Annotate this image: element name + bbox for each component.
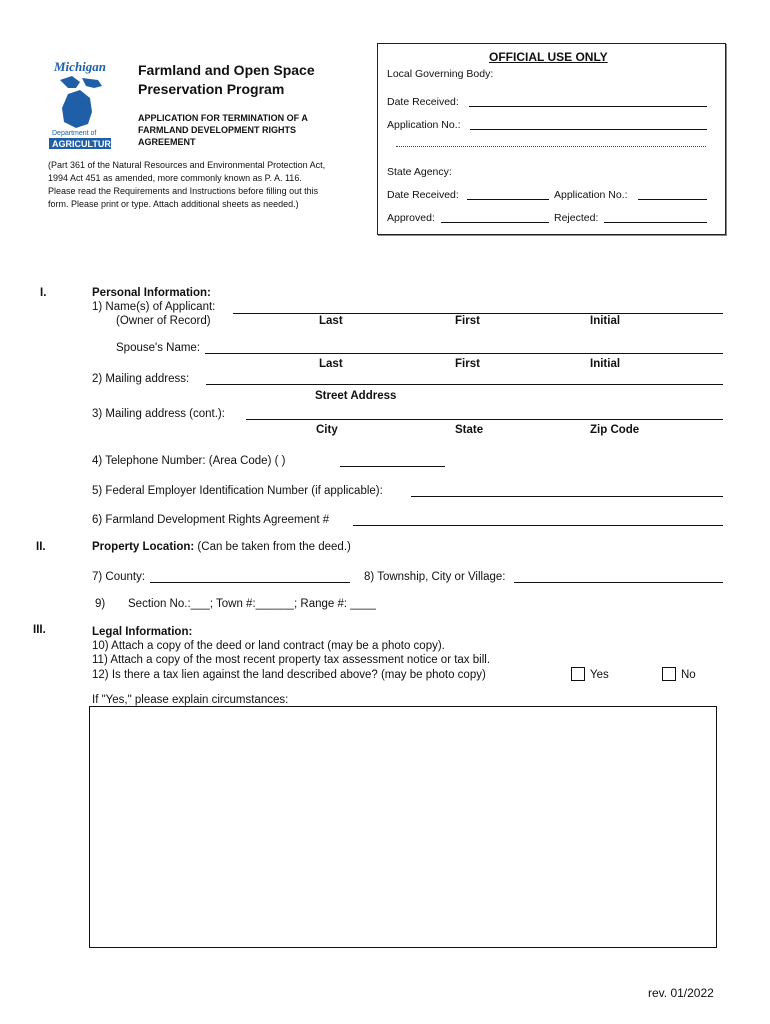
rejected-field[interactable] xyxy=(604,222,707,223)
local-governing-body-label: Local Governing Body: xyxy=(387,68,494,80)
spouse-last-label: Last xyxy=(319,358,343,370)
state-date-received-field[interactable] xyxy=(467,199,549,200)
spouse-first-label: First xyxy=(455,358,480,370)
application-subtitle-line3: AGREEMENT xyxy=(138,137,196,147)
section-3-heading: Legal Information: xyxy=(92,626,193,638)
tax-lien-question: 12) Is there a tax lien against the land described above? (may be photo copy) xyxy=(92,669,486,681)
date-received-label: Date Received: xyxy=(387,96,459,108)
intro-text-line4: form. Please print or type. Attach additional sheets as needed.) xyxy=(48,199,299,209)
date-received-field[interactable] xyxy=(469,106,707,107)
state-agency-label: State Agency: xyxy=(387,166,452,178)
section-town-range-label: Section No.:___; Town #:______; Range #: ____ xyxy=(128,598,376,610)
yes-checkbox[interactable] xyxy=(571,667,585,681)
agreement-number-field[interactable] xyxy=(353,525,723,526)
explain-label: If "Yes," please explain circumstances: xyxy=(92,694,289,706)
svg-text:Michigan: Michigan xyxy=(54,59,107,74)
rejected-label: Rejected: xyxy=(554,212,599,224)
property-location-note: (Can be taken from the deed.) xyxy=(194,541,351,553)
approved-label: Approved: xyxy=(387,212,435,224)
mailing-address-cont-label: 3) Mailing address (cont.): xyxy=(92,408,225,420)
state-label: State xyxy=(455,424,484,436)
township-label: 8) Township, City or Village: xyxy=(364,571,506,583)
no-checkbox[interactable] xyxy=(662,667,676,681)
spouse-name-field[interactable] xyxy=(205,353,723,354)
section-3-numeral: III. xyxy=(33,624,46,636)
state-application-no-label: Application No.: xyxy=(554,189,628,201)
telephone-field[interactable] xyxy=(340,466,445,467)
county-field[interactable] xyxy=(150,582,350,583)
section-1-numeral: I. xyxy=(40,287,47,299)
mailing-address-field[interactable] xyxy=(206,384,723,385)
application-no-field[interactable] xyxy=(470,129,707,130)
yes-label: Yes xyxy=(590,669,609,681)
telephone-label: 4) Telephone Number: (Area Code) ( ) xyxy=(92,455,286,467)
revision-date: rev. 01/2022 xyxy=(648,986,714,1000)
official-use-title: OFFICIAL USE ONLY xyxy=(489,50,608,64)
fein-label: 5) Federal Employer Identification Number (if applicable): xyxy=(92,485,383,497)
mailing-address-label: 2) Mailing address: xyxy=(92,373,190,385)
spouse-name-label: Spouse's Name: xyxy=(116,342,201,354)
fein-field[interactable] xyxy=(411,496,723,497)
program-title-line2: Preservation Program xyxy=(138,81,285,97)
official-divider xyxy=(396,146,706,147)
state-date-received-label: Date Received: xyxy=(387,189,459,201)
city-label: City xyxy=(316,424,338,436)
application-no-label: Application No.: xyxy=(387,119,461,131)
section-2-heading xyxy=(92,541,351,553)
application-subtitle-line1: APPLICATION FOR TERMINATION OF A xyxy=(138,113,308,123)
svg-text:Department of: Department of xyxy=(52,130,97,137)
program-title-line1: Farmland and Open Space xyxy=(138,62,315,78)
applicant-name-field[interactable] xyxy=(233,313,723,314)
section-2-numeral: II. xyxy=(36,541,46,553)
svg-text:AGRICULTURE: AGRICULTURE xyxy=(52,139,117,149)
section-1-heading: Personal Information: xyxy=(92,287,211,299)
zip-code-label: Zip Code xyxy=(590,424,640,436)
approved-field[interactable] xyxy=(441,222,549,223)
last-label: Last xyxy=(319,315,343,327)
township-field[interactable] xyxy=(514,582,723,583)
michigan-agriculture-logo xyxy=(46,58,118,150)
spouse-initial-label: Initial xyxy=(590,358,621,370)
agreement-number-label: 6) Farmland Development Rights Agreement # xyxy=(92,514,330,526)
section-town-range-number: 9) xyxy=(95,598,106,610)
owner-of-record-label: (Owner of Record) xyxy=(116,315,211,327)
no-label: No xyxy=(681,669,696,681)
street-address-label: Street Address xyxy=(315,390,397,402)
intro-text-line2: 1994 Act 451 as amended, more commonly known as P. A. 116. xyxy=(48,173,302,183)
intro-text-line1: (Part 361 of the Natural Resources and Environmental Protection Act, xyxy=(48,160,326,170)
property-location-heading: Property Location: xyxy=(92,541,195,553)
explanation-textbox[interactable] xyxy=(89,706,717,948)
application-subtitle-line2: FARMLAND DEVELOPMENT RIGHTS xyxy=(138,125,297,135)
first-label: First xyxy=(455,315,480,327)
county-label: 7) County: xyxy=(92,571,146,583)
tax-notice-instruction: 11) Attach a copy of the most recent property tax assessment notice or tax bill. xyxy=(92,654,491,666)
deed-copy-instruction: 10) Attach a copy of the deed or land contract (may be a photo copy). xyxy=(92,640,445,652)
applicant-name-label: 1) Name(s) of Applicant: xyxy=(92,301,216,313)
initial-label: Initial xyxy=(590,315,621,327)
state-application-no-field[interactable] xyxy=(638,199,707,200)
intro-text-line3: Please read the Requirements and Instructions before filling out this xyxy=(48,186,319,196)
mailing-address-cont-field[interactable] xyxy=(246,419,723,420)
